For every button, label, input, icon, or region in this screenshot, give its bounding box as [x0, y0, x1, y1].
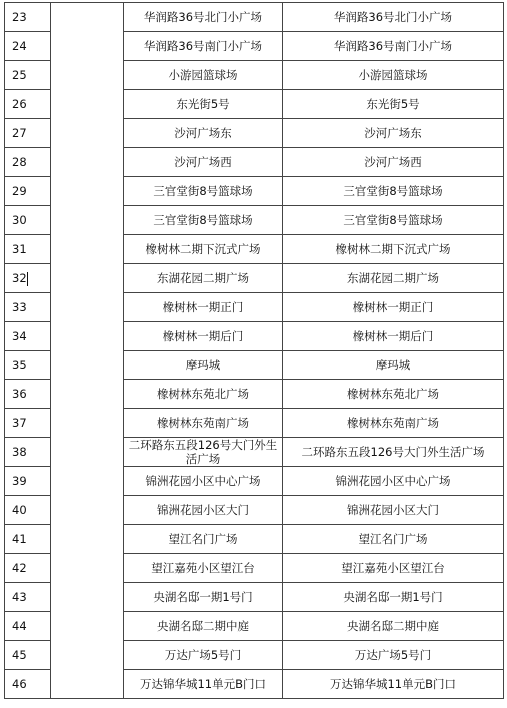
location-name-cell: 橡树林一期正门 [124, 293, 283, 322]
location-site-cell: 橡树林二期下沉式广场 [283, 235, 504, 264]
location-name-cell: 小游园篮球场 [124, 61, 283, 90]
row-number: 33 [5, 293, 51, 322]
location-name-cell: 华润路36号南门小广场 [124, 32, 283, 61]
location-site-cell: 东湖花园二期广场 [283, 264, 504, 293]
location-name-cell: 望江名门广场 [124, 525, 283, 554]
row-number: 24 [5, 32, 51, 61]
row-number: 46 [5, 670, 51, 699]
row-number: 28 [5, 148, 51, 177]
location-name-cell: 华润路36号北门小广场 [124, 3, 283, 32]
location-site-cell: 万达广场5号门 [283, 641, 504, 670]
location-site-cell: 锦洲花园小区中心广场 [283, 467, 504, 496]
row-number: 45 [5, 641, 51, 670]
row-number: 30 [5, 206, 51, 235]
merged-district-cell [51, 3, 124, 699]
row-number: 40 [5, 496, 51, 525]
location-site-cell: 橡树林一期后门 [283, 322, 504, 351]
location-site-cell: 橡树林东苑南广场 [283, 409, 504, 438]
location-site-cell: 三官堂街8号篮球场 [283, 177, 504, 206]
location-name-cell: 橡树林东苑南广场 [124, 409, 283, 438]
location-name-cell: 橡树林一期后门 [124, 322, 283, 351]
text-cursor [27, 272, 28, 286]
location-site-cell: 央湖名邸一期1号门 [283, 583, 504, 612]
row-number: 38 [5, 438, 51, 467]
table-body [5, 3, 504, 699]
location-site-cell: 万达锦华城11单元B门口 [283, 670, 504, 699]
location-name-cell: 橡树林东苑北广场 [124, 380, 283, 409]
location-site-cell: 华润路36号北门小广场 [283, 3, 504, 32]
row-number: 39 [5, 467, 51, 496]
location-name-cell: 橡树林二期下沉式广场 [124, 235, 283, 264]
location-name-cell: 沙河广场东 [124, 119, 283, 148]
location-name-cell: 沙河广场西 [124, 148, 283, 177]
location-site-cell: 东光街5号 [283, 90, 504, 119]
location-name-cell: 三官堂街8号篮球场 [124, 177, 283, 206]
row-number: 42 [5, 554, 51, 583]
table-row [5, 3, 504, 32]
row-number: 35 [5, 351, 51, 380]
row-number: 31 [5, 235, 51, 264]
row-number: 27 [5, 119, 51, 148]
row-number: 41 [5, 525, 51, 554]
location-site-cell: 央湖名邸二期中庭 [283, 612, 504, 641]
row-number: 36 [5, 380, 51, 409]
location-site-cell: 摩玛城 [283, 351, 504, 380]
row-number: 25 [5, 61, 51, 90]
row-number: 26 [5, 90, 51, 119]
location-site-cell: 三官堂街8号篮球场 [283, 206, 504, 235]
row-number: 37 [5, 409, 51, 438]
row-number: 43 [5, 583, 51, 612]
row-number: 23 [5, 3, 51, 32]
location-name-cell: 摩玛城 [124, 351, 283, 380]
row-number: 29 [5, 177, 51, 206]
location-name-cell: 三官堂街8号篮球场 [124, 206, 283, 235]
row-number: 34 [5, 322, 51, 351]
location-site-cell: 橡树林东苑北广场 [283, 380, 504, 409]
location-site-cell: 小游园篮球场 [283, 61, 504, 90]
location-site-cell: 橡树林一期正门 [283, 293, 504, 322]
row-number: 44 [5, 612, 51, 641]
location-name-cell: 万达锦华城11单元B门口 [124, 670, 283, 699]
location-site-cell: 二环路东五段126号大门外生活广场 [283, 438, 504, 467]
location-site-cell: 沙河广场东 [283, 119, 504, 148]
location-name-cell: 锦洲花园小区中心广场 [124, 467, 283, 496]
location-name-cell: 央湖名邸一期1号门 [124, 583, 283, 612]
location-name-cell: 望江嘉苑小区望江台 [124, 554, 283, 583]
location-name-cell: 东光街5号 [124, 90, 283, 119]
location-site-cell: 望江名门广场 [283, 525, 504, 554]
location-site-cell: 锦洲花园小区大门 [283, 496, 504, 525]
location-name-cell: 二环路东五段126号大门外生活广场 [124, 438, 283, 467]
location-site-cell: 沙河广场西 [283, 148, 504, 177]
location-name-cell: 东湖花园二期广场 [124, 264, 283, 293]
location-site-cell: 华润路36号南门小广场 [283, 32, 504, 61]
location-table [4, 2, 504, 699]
location-name-cell: 锦洲花园小区大门 [124, 496, 283, 525]
location-name-cell: 万达广场5号门 [124, 641, 283, 670]
row-number: 32 [5, 264, 51, 293]
location-site-cell: 望江嘉苑小区望江台 [283, 554, 504, 583]
location-name-cell: 央湖名邸二期中庭 [124, 612, 283, 641]
